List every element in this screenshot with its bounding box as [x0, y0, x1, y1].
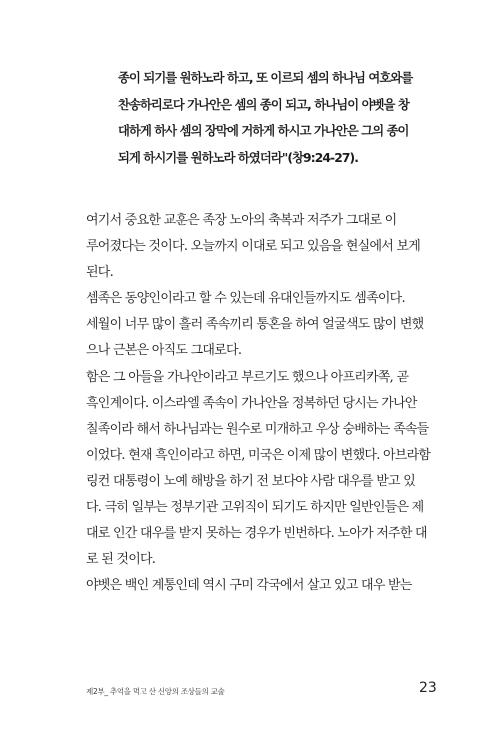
- body-line: 으나 근본은 아직도 그대로다.: [86, 343, 242, 359]
- body-line: 링컨 대통령이 노예 해방을 하기 전 보다야 사람 대우를 받고 있: [86, 473, 416, 489]
- body-line: 이었다. 현재 흑인이라고 하면, 미국은 이제 많이 변했다. 아브라함: [86, 447, 431, 463]
- running-footer: 제2부_ 추억을 먹고 산 신앙의 조상들의 교술: [86, 687, 225, 696]
- quote-line: 대하게 하사 셈의 장막에 거하게 하시고 가나안은 그의 종이: [118, 124, 409, 138]
- body-line: 대로 인간 대우를 받지 못하는 경우가 빈번하다. 노아가 저주한 대: [86, 526, 427, 542]
- quote-line: 되게 하시기를 원하노라 하였더라"(창9:24-27).: [118, 150, 359, 165]
- body-line: 흑인계이다. 이스라엘 족속이 가나안을 정복하던 당시는 가나안: [86, 395, 417, 411]
- body-text: [86, 208, 436, 599]
- body-line: 여기서 중요한 교훈은 족장 노아의 축복과 저주가 그대로 이: [86, 213, 397, 228]
- body-line: 칠족이라 해서 하나님과는 원수로 미개하고 우상 숭배하는 족속들: [86, 421, 429, 437]
- body-line: 된다.: [86, 265, 113, 281]
- body-line: 야벳은 백인 계통인데 역시 구미 각국에서 살고 있고 대우 받는: [86, 578, 412, 594]
- body-line: 세월이 너무 많이 흘러 족속끼리 통혼을 하여 얼굴색도 많이 변했: [86, 317, 424, 333]
- page-number: 23: [419, 680, 437, 696]
- quote-line: 종이 되기를 원하노라 하고, 또 이르되 셈의 하나님 여호와를: [118, 71, 413, 85]
- body-line: 루어졌다는 것이다. 오늘까지 이대로 되고 있음을 현실에서 보게: [86, 239, 421, 255]
- scripture-quote: [118, 65, 418, 171]
- body-line: 함은 그 아들을 가나안이라고 부르기도 했으나 아프리카쪽, 곧: [86, 369, 409, 385]
- body-line: 다. 극히 일부는 정부기관 고위직이 되기도 하지만 일반인들은 제: [86, 500, 424, 516]
- quote-line: 찬송하리로다 가나안은 셈의 종이 되고, 하나님이 야벳을 창: [118, 97, 409, 112]
- body-line: 로 된 것이다.: [86, 552, 156, 568]
- body-line: 셈족은 동양인이라고 할 수 있는데 유대인들까지도 셈족이다.: [86, 291, 405, 307]
